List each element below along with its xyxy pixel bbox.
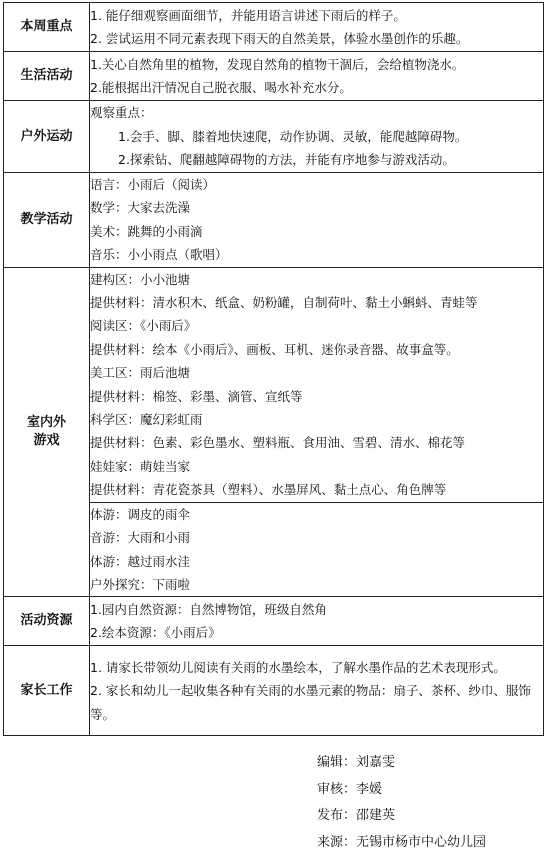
credit-source: 来源：无锡市杨市中心幼儿园 [317,830,486,856]
table-row [4,646,544,736]
content-line: 美术：跳舞的小雨滴 [90,220,543,243]
row-header-teaching: 教学活动 [4,173,90,268]
credit-editor: 编辑：刘嘉雯 [317,750,486,777]
row-content-resources [90,597,544,646]
content-line: 建构区：小小池塘 [90,268,543,291]
content-line: 1.会手、脚、膝着地快速爬，动作协调、灵敏，能爬越障碍物。 [90,125,543,148]
content-line: 阅读区：《小雨后》 [90,314,543,337]
games-header-text: 室内外游戏 [25,414,69,450]
table-row [4,267,544,502]
content-line: 1.园内自然资源：自然博物馆，班级自然角 [90,598,543,621]
row-content-indoor-games [90,267,544,502]
content-line: 提供材料：色素、彩色墨水、塑料瓶、食用油、雪碧、清水、棉花等 [90,431,543,454]
content-line: 提供材料：青花瓷茶具（塑料）、水墨屏风、黏土点心、角色牌等 [90,478,543,501]
credit-reviewer: 审核：李媛 [317,777,486,804]
content-line: 提供材料：绘本《小雨后》、画板、耳机、迷你录音器、故事盒等。 [90,338,543,361]
row-header-parents: 家长工作 [4,646,90,736]
content-line: 2. 家长和幼儿一起收集各种有关雨的水墨元素的物品：扇子、茶杯、纱巾、服饰等。 [90,679,543,726]
content-line: 2.绘本资源：《小雨后》 [90,621,543,644]
row-header-focus: 本周重点 [4,3,90,52]
row-content-focus [90,3,544,52]
row-header-resources: 活动资源 [4,597,90,646]
row-content-daily-life [90,52,544,101]
row-content-parents [90,646,544,736]
row-content-teaching [90,173,544,268]
content-line: 户外探究：下雨啦 [90,573,543,596]
content-line: 数学：大家去洗澡 [90,196,543,219]
content-line: 娃娃家：萌娃当家 [90,455,543,478]
credits-block [317,750,486,856]
content-line: 音乐：小小雨点（歌唱） [90,243,543,266]
content-line: 美工区：雨后池塘 [90,361,543,384]
content-line: 2.探索钻、爬翻越障碍物的方法，并能有序地参与游戏活动。 [90,148,543,171]
content-line: 科学区：魔幻彩虹雨 [90,408,543,431]
row-content-outdoor [90,101,544,173]
content-line: 语言：小雨后（阅读） [90,173,543,196]
table-row [4,52,544,101]
table-row [4,3,544,52]
content-line: 1. 能仔细观察画面细节，并能用语言讲述下雨后的样子。 [90,4,543,27]
content-line: 提供材料：清水积木、纸盒、奶粉罐，自制荷叶、黏土小蝌蚪、青蛙等 [90,291,543,314]
table-row [4,173,544,268]
content-line: 观察重点： [90,101,543,124]
row-header-games [4,267,90,597]
content-line: 提供材料：棉签、彩墨、滴管、宣纸等 [90,385,543,408]
content-line: 体游：调皮的雨伞 [90,503,543,526]
content-line: 2. 尝试运用不同元素表现下雨天的自然美景，体验水墨创作的乐趣。 [90,27,543,50]
table-row [4,597,544,646]
table-row [4,101,544,173]
row-content-outdoor-games [90,502,544,597]
credit-publisher: 发布：邵建英 [317,803,486,830]
content-line: 2.能根据出汗情况自己脱衣服、喝水补充水分。 [90,76,543,99]
weekly-plan-table [3,2,544,736]
content-line: 音游：大雨和小雨 [90,526,543,549]
row-header-outdoor: 户外运动 [4,101,90,173]
content-line: 体游：越过雨水洼 [90,550,543,573]
row-header-daily-life: 生活活动 [4,52,90,101]
content-line: 1. 请家长带领幼儿阅读有关雨的水墨绘本，了解水墨作品的艺术表现形式。 [90,656,543,679]
content-line: 1.关心自然角里的植物，发现自然角的植物干涸后，会给植物浇水。 [90,53,543,76]
